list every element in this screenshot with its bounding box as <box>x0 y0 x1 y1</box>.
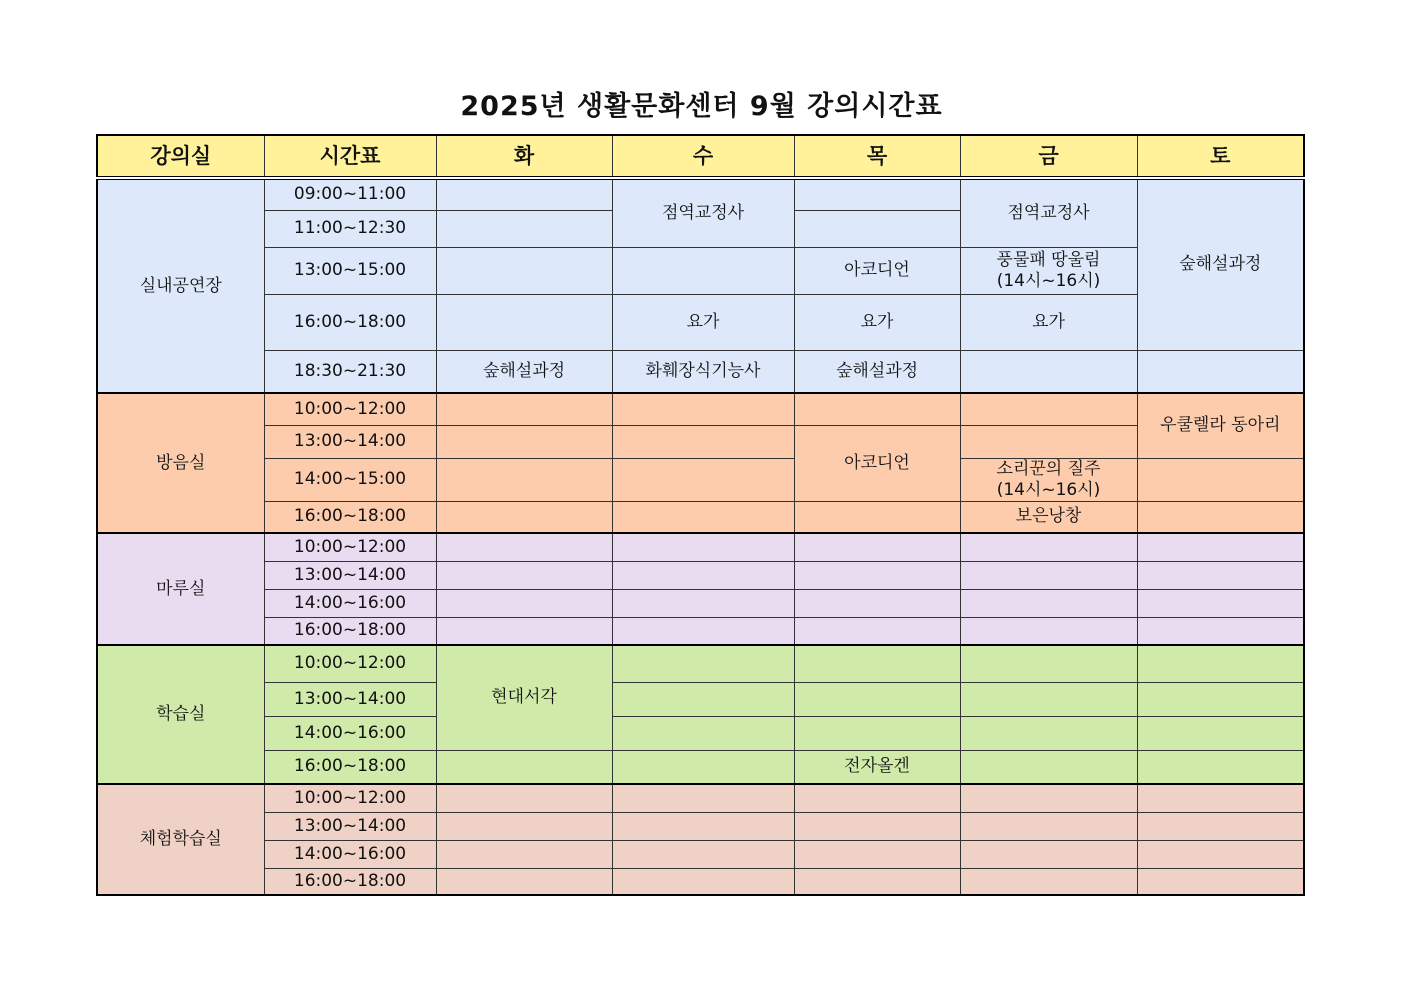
empty-cell <box>436 784 612 812</box>
class-note: (14시~16시) <box>996 270 1101 291</box>
table-row <box>97 784 1304 812</box>
class-cell <box>960 247 1137 294</box>
class-cell: 아코디언 <box>794 247 960 294</box>
empty-cell <box>1137 812 1304 840</box>
table-row <box>97 645 1304 682</box>
table-row <box>97 812 1304 840</box>
empty-cell <box>1137 458 1304 501</box>
time-cell: 16:00~18:00 <box>264 868 436 895</box>
time-cell: 13:00~14:00 <box>264 425 436 458</box>
table-row <box>97 589 1304 617</box>
time-cell: 10:00~12:00 <box>264 393 436 425</box>
header-room: 강의실 <box>97 135 264 178</box>
class-cell: 아코디언 <box>794 425 960 501</box>
class-cell: 숲해설과정 <box>436 350 612 393</box>
table-row <box>97 561 1304 589</box>
time-cell: 13:00~14:00 <box>264 682 436 716</box>
class-cell: 요가 <box>612 294 794 350</box>
class-cell: 요가 <box>960 294 1137 350</box>
empty-cell <box>794 210 960 247</box>
empty-cell <box>960 868 1137 895</box>
time-cell: 16:00~18:00 <box>264 750 436 784</box>
class-cell: 숲해설과정 <box>1137 178 1304 350</box>
empty-cell <box>1137 682 1304 716</box>
time-cell: 13:00~14:00 <box>264 812 436 840</box>
empty-cell <box>794 617 960 645</box>
time-cell: 14:00~16:00 <box>264 840 436 868</box>
empty-cell <box>960 617 1137 645</box>
time-cell: 11:00~12:30 <box>264 210 436 247</box>
empty-cell <box>436 425 612 458</box>
table-row <box>97 682 1304 716</box>
empty-cell <box>436 589 612 617</box>
empty-cell <box>436 533 612 561</box>
header-wed: 수 <box>612 135 794 178</box>
empty-cell <box>436 812 612 840</box>
table-row <box>97 716 1304 750</box>
empty-cell <box>612 458 794 501</box>
time-cell: 10:00~12:00 <box>264 784 436 812</box>
class-cell: 요가 <box>794 294 960 350</box>
empty-cell <box>612 393 794 425</box>
empty-cell <box>436 178 612 210</box>
empty-cell <box>1137 645 1304 682</box>
class-cell: 화훼장식기능사 <box>612 350 794 393</box>
time-cell: 16:00~18:00 <box>264 501 436 533</box>
empty-cell <box>436 840 612 868</box>
empty-cell <box>612 645 794 682</box>
empty-cell <box>960 425 1137 458</box>
empty-cell <box>794 561 960 589</box>
table-row <box>97 750 1304 784</box>
empty-cell <box>1137 617 1304 645</box>
header-fri: 금 <box>960 135 1137 178</box>
class-cell: 현대서각 <box>436 645 612 750</box>
class-note: (14시~16시) <box>996 479 1101 500</box>
empty-cell <box>612 247 794 294</box>
empty-cell <box>960 350 1137 393</box>
header-time: 시간표 <box>264 135 436 178</box>
room-maru: 마루실 <box>97 533 264 645</box>
empty-cell <box>794 393 960 425</box>
empty-cell <box>1137 533 1304 561</box>
empty-cell <box>1137 868 1304 895</box>
empty-cell <box>960 589 1137 617</box>
empty-cell <box>436 617 612 645</box>
empty-cell <box>612 840 794 868</box>
empty-cell <box>1137 589 1304 617</box>
empty-cell <box>794 784 960 812</box>
empty-cell <box>794 812 960 840</box>
table-row <box>97 868 1304 895</box>
empty-cell <box>794 589 960 617</box>
empty-cell <box>1137 501 1304 533</box>
header-thu: 목 <box>794 135 960 178</box>
empty-cell <box>612 617 794 645</box>
empty-cell <box>612 750 794 784</box>
table-row <box>97 247 1304 294</box>
empty-cell <box>794 716 960 750</box>
empty-cell <box>612 589 794 617</box>
time-cell: 10:00~12:00 <box>264 645 436 682</box>
empty-cell <box>612 812 794 840</box>
time-cell: 10:00~12:00 <box>264 533 436 561</box>
class-cell: 우쿨렐라 동아리 <box>1137 393 1304 458</box>
empty-cell <box>960 645 1137 682</box>
empty-cell <box>794 178 960 210</box>
empty-cell <box>612 716 794 750</box>
empty-cell <box>1137 350 1304 393</box>
table-row <box>97 533 1304 561</box>
empty-cell <box>612 501 794 533</box>
table-row <box>97 425 1304 458</box>
empty-cell <box>436 247 612 294</box>
class-cell: 점역교정사 <box>960 178 1137 247</box>
empty-cell <box>794 533 960 561</box>
class-cell: 점역교정사 <box>612 178 794 247</box>
schedule-table <box>96 134 1305 896</box>
empty-cell <box>960 784 1137 812</box>
empty-cell <box>960 393 1137 425</box>
empty-cell <box>1137 840 1304 868</box>
class-cell: 전자올겐 <box>794 750 960 784</box>
table-row <box>97 501 1304 533</box>
empty-cell <box>436 750 612 784</box>
header-row <box>97 135 1304 178</box>
time-cell: 16:00~18:00 <box>264 294 436 350</box>
empty-cell <box>794 645 960 682</box>
empty-cell <box>1137 716 1304 750</box>
empty-cell <box>794 840 960 868</box>
class-cell: 숲해설과정 <box>794 350 960 393</box>
time-cell: 13:00~14:00 <box>264 561 436 589</box>
empty-cell <box>436 210 612 247</box>
table-row <box>97 178 1304 210</box>
table-row <box>97 617 1304 645</box>
time-cell: 16:00~18:00 <box>264 617 436 645</box>
empty-cell <box>612 561 794 589</box>
class-cell <box>960 458 1137 501</box>
page-title: 2025년 생활문화센터 9월 강의시간표 <box>460 91 943 122</box>
header-tue: 화 <box>436 135 612 178</box>
empty-cell <box>436 458 612 501</box>
empty-cell <box>960 561 1137 589</box>
room-indoor-hall: 실내공연장 <box>97 178 264 393</box>
empty-cell <box>436 501 612 533</box>
time-cell: 14:00~16:00 <box>264 589 436 617</box>
empty-cell <box>612 784 794 812</box>
empty-cell <box>1137 561 1304 589</box>
empty-cell <box>612 868 794 895</box>
class-cell: 보은낭창 <box>960 501 1137 533</box>
empty-cell <box>960 716 1137 750</box>
empty-cell <box>960 840 1137 868</box>
empty-cell <box>1137 784 1304 812</box>
empty-cell <box>436 294 612 350</box>
class-name: 소리꾼의 질주 <box>996 458 1101 479</box>
empty-cell <box>960 533 1137 561</box>
empty-cell <box>436 561 612 589</box>
room-study: 학습실 <box>97 645 264 784</box>
time-cell: 14:00~16:00 <box>264 716 436 750</box>
empty-cell <box>794 868 960 895</box>
empty-cell <box>436 868 612 895</box>
empty-cell <box>436 393 612 425</box>
header-sat: 토 <box>1137 135 1304 178</box>
room-experience: 체험학습실 <box>97 784 264 895</box>
empty-cell <box>794 682 960 716</box>
table-row <box>97 350 1304 393</box>
table-row <box>97 840 1304 868</box>
table-row <box>97 294 1304 350</box>
empty-cell <box>612 682 794 716</box>
empty-cell <box>960 750 1137 784</box>
class-name: 풍물패 땅울림 <box>996 249 1101 270</box>
empty-cell <box>612 425 794 458</box>
table-row <box>97 393 1304 425</box>
empty-cell <box>960 682 1137 716</box>
empty-cell <box>612 533 794 561</box>
empty-cell <box>1137 750 1304 784</box>
time-cell: 09:00~11:00 <box>264 178 436 210</box>
time-cell: 14:00~15:00 <box>264 458 436 501</box>
time-cell: 18:30~21:30 <box>264 350 436 393</box>
room-soundproof: 방음실 <box>97 393 264 533</box>
table-row <box>97 458 1304 501</box>
empty-cell <box>794 501 960 533</box>
empty-cell <box>960 812 1137 840</box>
time-cell: 13:00~15:00 <box>264 247 436 294</box>
